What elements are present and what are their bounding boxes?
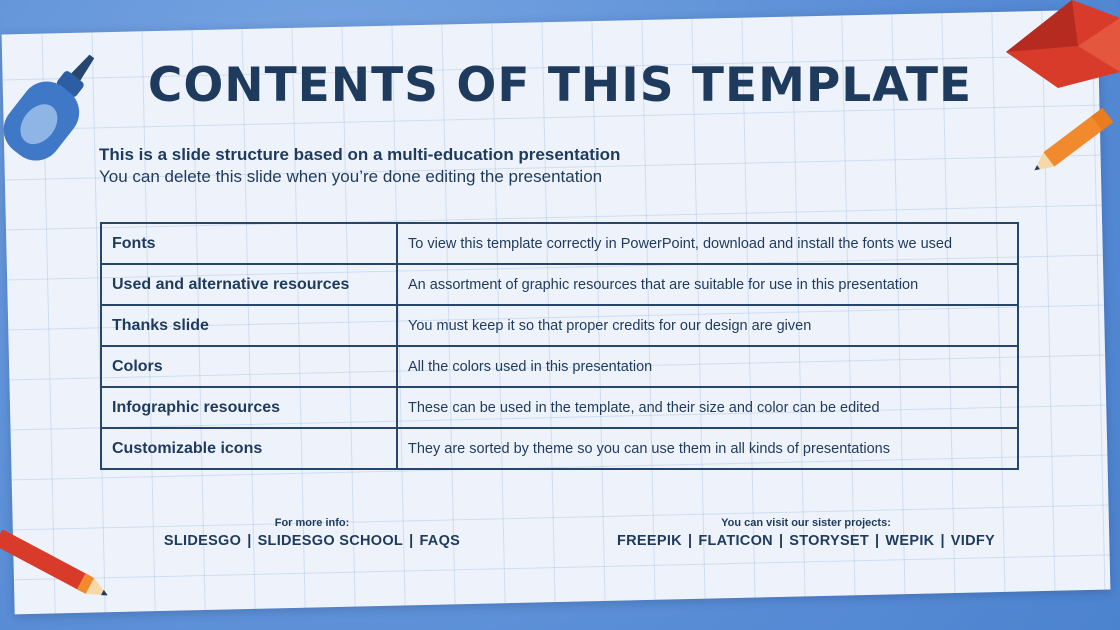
row-description: You must keep it so that proper credits for our design are given — [397, 305, 1018, 346]
row-label: Infographic resources — [101, 387, 397, 428]
page-title: CONTENTS OF THIS TEMPLATE — [147, 58, 973, 113]
wepik-link[interactable]: WEPIK — [885, 533, 935, 549]
faqs-link[interactable]: FAQS — [419, 533, 461, 549]
table-row — [101, 223, 1018, 264]
storyset-link[interactable]: STORYSET — [789, 533, 870, 549]
table-row — [101, 264, 1018, 305]
link-separator: | — [778, 533, 784, 549]
row-description: These can be used in the template, and their size and color can be edited — [397, 387, 1018, 428]
slidesgo-link[interactable]: SLIDESGO — [163, 533, 242, 549]
table-row — [101, 428, 1018, 469]
footer-more-info — [140, 516, 484, 549]
row-label: Colors — [101, 346, 397, 387]
intro-text — [99, 144, 620, 188]
row-label: Customizable icons — [101, 428, 397, 469]
link-separator: | — [687, 533, 693, 549]
vidfy-link[interactable]: VIDFY — [950, 533, 995, 549]
link-separator: | — [940, 533, 945, 549]
contents-table — [100, 222, 1019, 470]
intro-subtitle: This is a slide structure based on a multi-education presentation — [99, 145, 621, 164]
footer-caption: For more info: — [274, 517, 350, 529]
link-separator: | — [409, 533, 414, 549]
footer-caption: You can visit our sister projects: — [721, 517, 891, 529]
row-description: To view this template correctly in PowerPoint, download and install the fonts we used — [397, 223, 1018, 264]
table-row — [101, 346, 1018, 387]
flaticon-link[interactable]: FLATICON — [698, 533, 773, 549]
slidesgo-school-link[interactable]: SLIDESGO SCHOOL — [257, 533, 404, 549]
row-label: Thanks slide — [101, 305, 397, 346]
row-label: Fonts — [101, 223, 397, 264]
footer-links — [606, 533, 1006, 549]
row-description: All the colors used in this presentation — [397, 346, 1018, 387]
link-separator: | — [875, 533, 880, 549]
freepik-link[interactable]: FREEPIK — [617, 533, 682, 549]
table-row — [101, 387, 1018, 428]
row-description: An assortment of graphic resources that are suitable for use in this presentation — [397, 264, 1018, 305]
link-separator: | — [247, 533, 252, 549]
table-row — [101, 305, 1018, 346]
footer-links — [140, 533, 484, 549]
row-description: They are sorted by theme so you can use them in all kinds of presentations — [397, 428, 1018, 469]
row-label: Used and alternative resources — [101, 264, 397, 305]
intro-note: You can delete this slide when you’re done editing the presentation — [99, 167, 603, 186]
footer-sister-projects — [606, 516, 1006, 549]
